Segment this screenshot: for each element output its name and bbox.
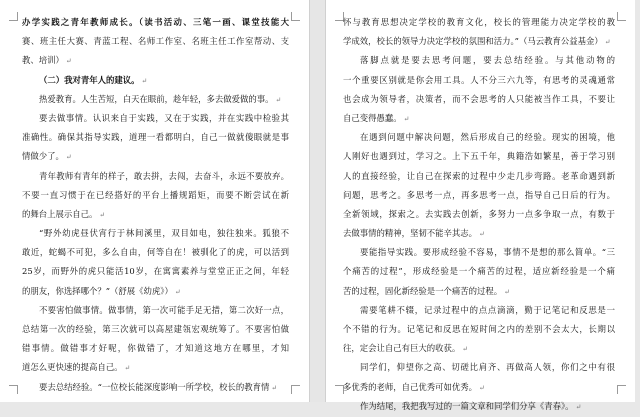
line-text: 青年教师有青年的样子，敢去拼，去闯，去奋斗，永远不要放弃。: [39, 170, 289, 181]
line-text: 也会成为领导者，决策者，而不会思考的人只能被当作工具，不要让: [343, 93, 615, 104]
text-line: [22, 186, 289, 205]
text-line: [343, 282, 615, 301]
line-text: 热爱教育。人生苦短，白天在眼前，趁年轻，多去做爱做的事。: [39, 93, 274, 104]
line-text: 不要害怕做事情。做事情，第一次可能手足无措，第二次好一点，: [39, 304, 289, 315]
line-text: 准确性。确保其指导实践，道理一看都明白，自己一做就傻眼就是事: [22, 132, 289, 143]
text-line: [343, 397, 615, 416]
line-text: 要能指导实践。要形成经验不容易，事情不是想的那么简单。“三: [360, 247, 615, 258]
page-gutter: [309, 0, 326, 402]
crop-mark-top-left: [9, 12, 18, 21]
line-text: 一个重要区别就是你会用工具。人不分三六九等，有思考的灵魂通常: [343, 74, 615, 85]
line-text: 人刚好也遇到过，学习之。上下五千年，典籍浩如繁星，善于学习别: [343, 151, 615, 162]
text-line: [343, 167, 615, 186]
text-line: [22, 358, 289, 377]
text-line: [22, 320, 289, 339]
text-line: [22, 128, 289, 147]
text-line: [343, 147, 615, 166]
text-line: [343, 262, 615, 281]
text-line: [22, 224, 289, 243]
line-text: 需要笔耕不辍，记录过程中的点点滴滴，勤于记笔记和反思是一: [360, 304, 615, 315]
crop-mark-bottom-left: [9, 385, 18, 394]
line-text: 不要一直习惯于在已经搭好的平台上播规蹈矩，而要不断尝试在新: [22, 189, 289, 200]
paragraph-mark-icon: ↵: [271, 383, 278, 392]
text-line: [343, 378, 615, 397]
text-line: [343, 301, 615, 320]
line-text: 的舞台上展示自己。: [22, 208, 98, 219]
line-text: 要去做事情。认识来自于实践，又在于实践，并在实践中检验其: [39, 112, 289, 123]
text-line: [22, 51, 289, 70]
text-line: [22, 32, 289, 51]
text-line: [343, 90, 615, 109]
document-page-right: [326, 0, 635, 411]
paragraph-mark-icon: ↵: [604, 38, 611, 47]
text-line: [22, 205, 289, 224]
paragraph-mark-icon: ↵: [174, 287, 181, 296]
line-text: 学成效，校长的领导力决定学校的氛围和活力。”（马云教育公益基金）: [343, 36, 603, 47]
line-text: 问题，思考之。多思考一点，再多思考一点，指导自己日后的行为。: [343, 189, 615, 200]
text-line: [343, 13, 615, 32]
line-text: 错事情。做错事才好呢，你做错了，才知道这地方在哪里，才知: [22, 343, 289, 354]
line-text: “野外幼虎昼伏宵行于林间溪里，双目如电，独往独来。狐狼不: [39, 228, 289, 239]
text-line: [22, 243, 289, 262]
line-text: 个不错的行为。记笔记和反思在短时间之内的差别不会太大，长期以: [343, 324, 615, 334]
text-line: [343, 71, 615, 90]
paragraph-mark-icon: ↵: [479, 230, 485, 239]
paragraph-mark-icon: ↵: [462, 345, 469, 354]
crop-mark-top-right: [617, 12, 626, 21]
crop-mark-bottom-right: [291, 385, 300, 394]
text-line: [22, 109, 289, 128]
paragraph-mark-icon: ↵: [403, 114, 410, 123]
text-line: [22, 378, 289, 397]
document-page-left: [0, 0, 309, 402]
page-text-left[interactable]: [22, 13, 289, 397]
line-text: 怀与教育思想决定学校的教育文化，校长的管理能力决定学校的教: [343, 17, 615, 27]
line-text: 全新领域，探索之。去实践去创新，多努力一点多争取一点，有数于: [343, 208, 615, 219]
line-text: 道怎么更快速的提高自己。: [22, 362, 123, 373]
line-text: 落脚点就是要去思考问题，要去总结经验。与其他动物的: [360, 55, 615, 66]
text-line: [343, 205, 615, 224]
text-line: [22, 147, 289, 166]
text-line: [22, 262, 289, 281]
line-text: 在遇到问题中解决问题，然后形成自己的经验。现实的困境，他: [360, 132, 615, 143]
text-line: [343, 128, 615, 147]
line-text: 个痛苦的过程”，形成经验是一个痛苦的过程，适应新经验是一个痛: [343, 266, 615, 277]
paragraph-mark-icon: ↵: [124, 364, 131, 373]
line-text: 同学们，仰望你之高、切磋比肩齐、再做高人领，你们之中有很: [360, 362, 615, 373]
crop-mark-bottom-right: [617, 385, 626, 394]
text-line: [22, 71, 289, 90]
text-line: [343, 32, 615, 51]
line-text: 总结第一次的经验，第三次就可以高屋建瓴宏观统筹了。不要害怕做: [22, 324, 289, 334]
line-text: 多优秀的老师，自己优秀可如优秀。: [343, 381, 477, 392]
text-line: [22, 282, 289, 301]
line-text: 赛、班主任大赛、青蓝工程、名师工作室、名班主任工作室帮动、支: [22, 36, 289, 47]
text-line: [343, 243, 615, 262]
text-line: [22, 13, 289, 32]
line-text: 要去总结经验。“一位校长能深度影响一所学校，校长的教育情: [39, 381, 270, 392]
text-line: [22, 167, 289, 186]
line-text: 敢近，蛇蝎不可犯，多么自由，何等自在！被驯化了的虎，可以活到: [22, 247, 289, 258]
page-text-right[interactable]: [343, 13, 615, 416]
line-text: 教、培训）: [22, 55, 64, 66]
paragraph-mark-icon: ↵: [275, 95, 282, 104]
paragraph-mark-icon: ↵: [141, 76, 148, 85]
text-line: [343, 109, 615, 128]
line-text: 往，定会让自己有巨大的收获。: [343, 343, 461, 354]
crop-mark-top-right: [291, 12, 300, 21]
paragraph-mark-icon: ↵: [99, 210, 106, 219]
line-text: 人的直接经验，让自己在探索的过程中少走几步弯路。老革命遇到新: [343, 170, 615, 181]
paragraph-mark-icon: ↵: [504, 287, 510, 296]
text-line: [343, 339, 615, 358]
line-text: 的朋友，你选择哪个？”（舒展《幼虎》）: [22, 285, 173, 296]
text-line: [343, 358, 615, 377]
line-text: 作为结尾，我把我写过的一篇文章和同学们分享《青春》。: [360, 400, 574, 411]
line-text: 办学实践之青年教师成长。（读书活动、三笔一画、课堂技能大: [22, 17, 289, 27]
paragraph-mark-icon: ↵: [65, 57, 72, 66]
paragraph-mark-icon: ↵: [479, 383, 485, 392]
text-line: [22, 90, 289, 109]
line-text: 25岁，而野外的虎只能活10岁，在寓寓素养与堂堂正正之间，年轻: [22, 266, 289, 277]
paragraph-mark-icon: ↵: [575, 402, 582, 411]
text-line: [343, 186, 615, 205]
text-line: [22, 301, 289, 320]
line-text: （二）我对青年人的建议。: [39, 74, 140, 85]
line-text: 情做少了。: [22, 151, 64, 162]
text-line: [343, 320, 615, 339]
line-text: 去做事情的精神，坚韧不能辛其志。: [343, 228, 477, 239]
text-line: [343, 51, 615, 70]
text-line: [343, 224, 615, 243]
line-text: 自己变得愚蠢。: [343, 112, 402, 123]
paragraph-mark-icon: ↵: [65, 153, 72, 162]
text-line: [22, 339, 289, 358]
line-text: 苦的过程，固化新经验是一个痛苦的过程。: [343, 285, 503, 296]
